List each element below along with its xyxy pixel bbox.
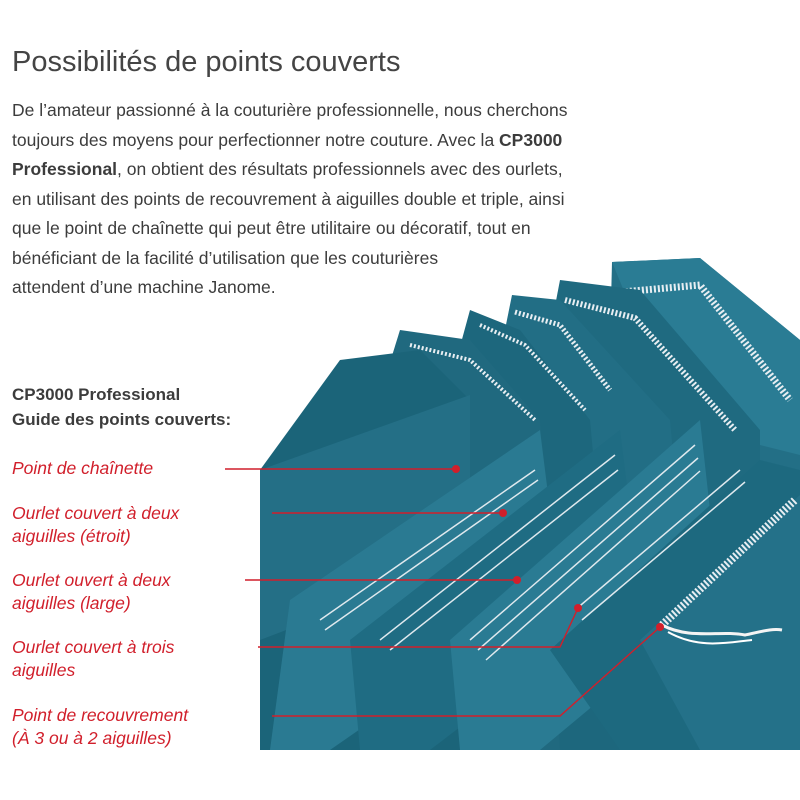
model-name-suffix: Professional (12, 159, 118, 179)
intro-line: Professional, on obtient des résultats professionnels avec des ourlets, (12, 159, 563, 179)
intro-line: en utilisant des points de recouvrement à aiguilles double et triple, ainsi (12, 188, 565, 209)
intro-line: De l’amateur passionné à la couturière professionnelle, nous cherchons (12, 100, 568, 120)
intro-line: toujours des moyens pour perfectionner notre couture. Avec la CP3000 (12, 129, 563, 150)
callout-dot (513, 576, 521, 584)
label-narrow-twin-needle-coverhem: Ourlet couvert à deux aiguilles (étroit) (12, 503, 180, 546)
intro-line: attendent d’une machine Janome. (12, 277, 276, 297)
label-chain-stitch: Point de chaînette (12, 458, 154, 478)
callout-dot (574, 604, 582, 612)
callout-dot (499, 509, 507, 517)
callout-dot (452, 465, 460, 473)
guide-heading: CP3000 Professional Guide des points couverts: (12, 385, 232, 429)
page-title: Possibilités de points couverts (12, 46, 401, 78)
label-wide-twin-needle-open-hem: Ourlet ouvert à deux aiguilles (large) (12, 570, 171, 613)
label-coverstitch: Point de recouvrement (À 3 ou à 2 aiguilles) (12, 705, 189, 748)
intro-line: que le point de chaînette qui peut être utilitaire ou décoratif, tout en (12, 218, 531, 238)
callout-dot (656, 623, 664, 631)
intro-line: bénéficiant de la facilité d’utilisation que les couturières (12, 247, 439, 268)
model-name: CP3000 (499, 129, 563, 150)
label-triple-needle-coverhem: Ourlet couvert à trois aiguilles (12, 637, 175, 680)
